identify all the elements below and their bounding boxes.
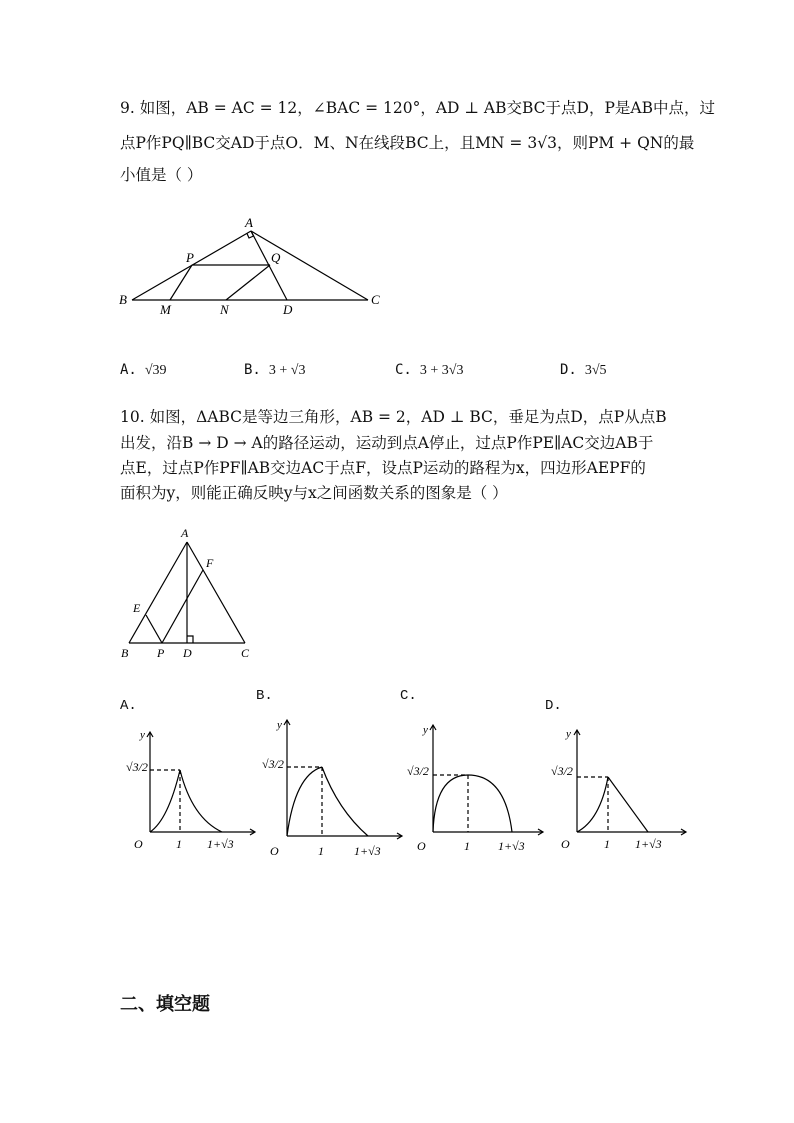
q10-graph-c-ytick: √3/2 bbox=[407, 764, 429, 778]
q9-label-B: B bbox=[119, 292, 127, 307]
q10-label-B: B bbox=[121, 646, 129, 660]
q9-line-2: 点P作PQ∥BC交AD于点O．M、N在线段BC上，且MN = 3√3，则PM + QN的最 bbox=[120, 134, 695, 152]
q10-graph-c-y-label: y bbox=[423, 724, 428, 736]
q9-label-Q: Q bbox=[271, 250, 281, 265]
q10-graph-a-x1: 1 bbox=[176, 837, 182, 851]
q10-graph-b-letter[interactable]: B. bbox=[256, 688, 273, 704]
q9-option-d[interactable] bbox=[560, 362, 607, 379]
q9-label-P: P bbox=[186, 250, 194, 265]
q10-graph-c-origin: O bbox=[417, 839, 426, 853]
q10-graph-d-letter[interactable]: D. bbox=[545, 698, 562, 714]
q9-option-b-value: 3 + √3 bbox=[268, 363, 306, 378]
q10-graph-d-ytick: √3/2 bbox=[551, 764, 573, 778]
q9-option-a-value: √39 bbox=[144, 363, 167, 378]
q10-line-1: 10. 如图，ΔABC是等边三角形，AB = 2，AD ⊥ BC，垂足为点D，点P从点B bbox=[120, 408, 667, 426]
q9-label-N: N bbox=[220, 302, 229, 317]
q10-graph-b-ytick: √3/2 bbox=[262, 757, 284, 771]
q10-graph-b-x2: 1+√3 bbox=[354, 844, 381, 858]
q10-figure bbox=[115, 520, 265, 665]
q10-label-A: A bbox=[181, 526, 189, 540]
q10-label-F: F bbox=[206, 556, 214, 570]
q10-graph-d-x1: 1 bbox=[604, 837, 610, 851]
q10-graph-a-origin: O bbox=[134, 837, 143, 851]
q10-graph-d-y-label: y bbox=[566, 728, 571, 740]
q9-label-M: M bbox=[160, 302, 171, 317]
q9-label-D: D bbox=[283, 302, 293, 317]
q10-graph-d-x2: 1+√3 bbox=[635, 837, 662, 851]
q10-label-P: P bbox=[157, 646, 165, 660]
q10-graph-d-origin: O bbox=[561, 837, 570, 851]
q10-label-C: C bbox=[241, 646, 250, 660]
q10-graph-a-x2: 1+√3 bbox=[207, 837, 234, 851]
q9-option-c-value: 3 + 3√3 bbox=[419, 363, 464, 378]
q10-graph-a-y-label: y bbox=[140, 729, 145, 741]
q10-graph-c[interactable] bbox=[400, 715, 545, 860]
q10-line-4: 面积为y，则能正确反映y与x之间函数关系的图象是（ ） bbox=[120, 484, 508, 502]
q9-line-1: 9. 如图，AB = AC = 12，∠BAC = 120°，AD ⊥ AB交BC于点D，P是AB中点，过 bbox=[120, 99, 715, 117]
q10-graph-a[interactable] bbox=[118, 725, 258, 860]
q10-graph-c-x2: 1+√3 bbox=[498, 839, 525, 853]
q10-graph-b-x1: 1 bbox=[318, 844, 324, 858]
q9-line-3: 小值是（ ） bbox=[120, 166, 203, 184]
q9-option-b-letter: B. bbox=[244, 362, 261, 378]
q9-option-c[interactable] bbox=[395, 362, 463, 379]
q10-graph-c-x1: 1 bbox=[464, 839, 470, 853]
q9-option-a[interactable] bbox=[120, 362, 167, 379]
q10-graph-a-ytick: √3/2 bbox=[126, 760, 148, 774]
q10-label-D: D bbox=[183, 646, 192, 660]
q10-graph-b-origin: O bbox=[270, 844, 279, 858]
q10-graph-b-y-label: y bbox=[277, 719, 282, 731]
q9-figure bbox=[110, 210, 400, 320]
q10-graph-a-letter[interactable]: A. bbox=[120, 698, 137, 714]
q9-option-d-value: 3√5 bbox=[584, 363, 607, 378]
q9-option-a-letter: A. bbox=[120, 362, 137, 378]
q9-option-c-letter: C. bbox=[395, 362, 412, 378]
q10-graph-c-letter[interactable]: C. bbox=[400, 688, 417, 704]
q9-option-d-letter: D. bbox=[560, 362, 577, 378]
q9-label-C: C bbox=[371, 292, 380, 307]
q10-line-3: 点E，过点P作PF∥AB交边AC于点F，设点P运动的路程为x，四边形AEPF的 bbox=[120, 459, 646, 477]
q10-graph-b[interactable] bbox=[256, 710, 406, 865]
section-heading-fill-in: 二、填空题 bbox=[120, 994, 210, 1015]
q10-label-E: E bbox=[133, 601, 141, 615]
q9-option-b[interactable] bbox=[244, 362, 305, 379]
q10-graph-d[interactable] bbox=[545, 722, 690, 857]
q9-label-A: A bbox=[245, 215, 253, 230]
q10-line-2: 出发，沿B → D → A的路径运动，运动到点A停止，过点P作PE∥AC交边AB于 bbox=[120, 434, 654, 452]
